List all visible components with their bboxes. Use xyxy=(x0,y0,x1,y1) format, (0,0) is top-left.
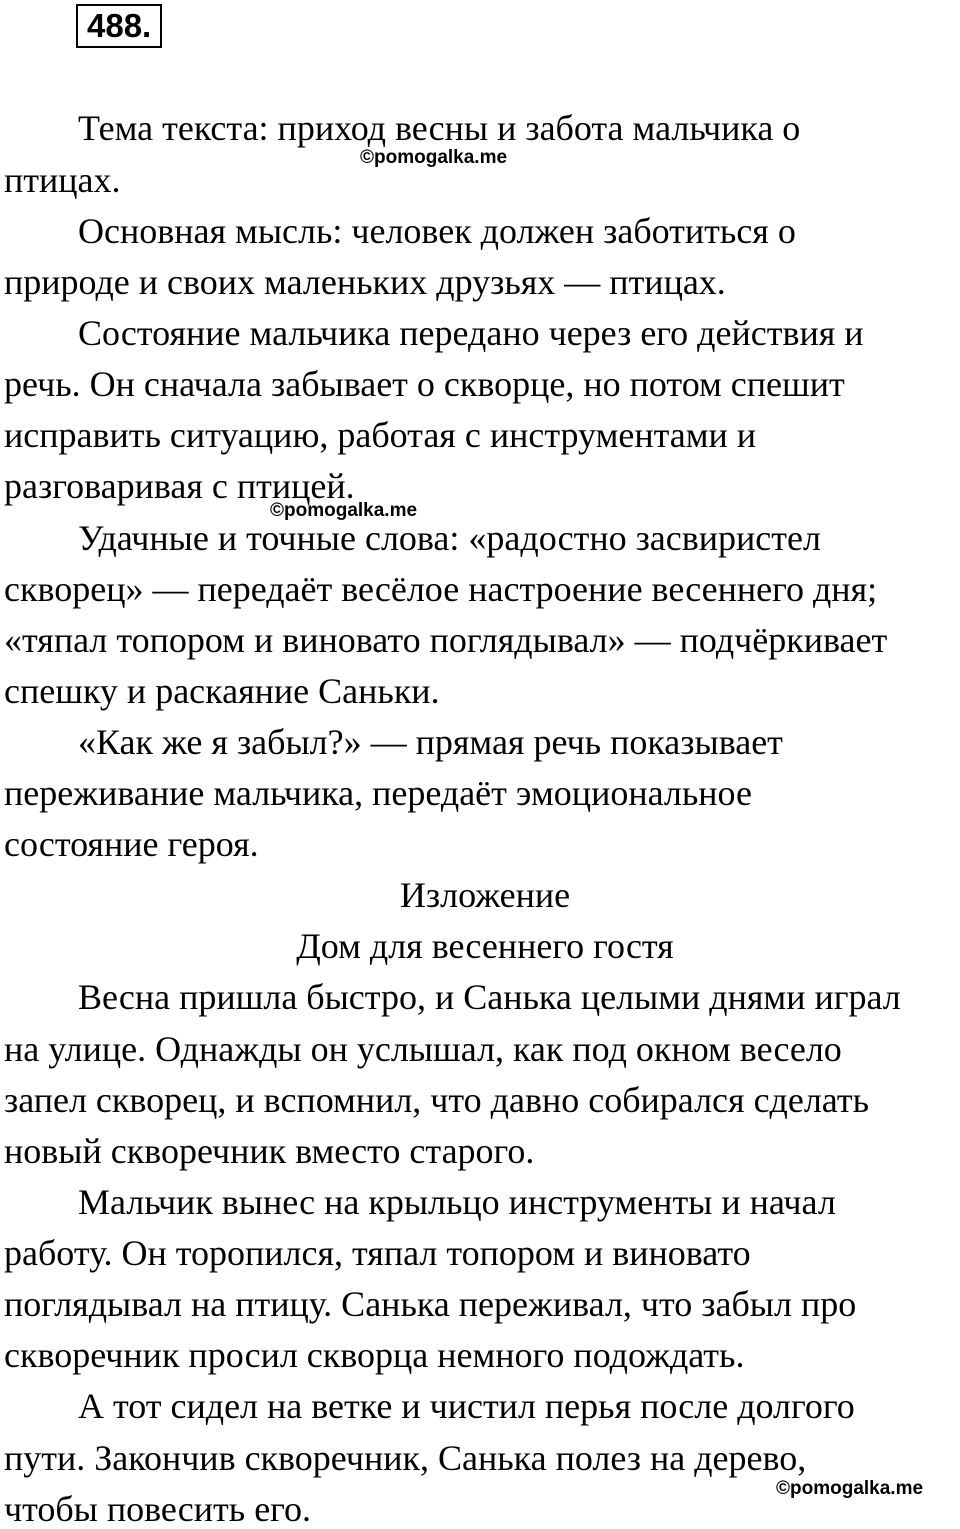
text-line: Мальчик вынес на крыльцо инструменты и начал xyxy=(78,1182,836,1222)
text-line: Основная мысль: человек должен заботиться о xyxy=(78,211,796,251)
text-line: А тот сидел на ветке и чистил перья после долгого xyxy=(78,1386,855,1426)
text-line: спешку и раскаяние Саньки. xyxy=(4,671,440,711)
text-line: на улице. Однажды он услышал, как под окном весело xyxy=(4,1029,842,1069)
watermark: ©pomogalka.me xyxy=(360,147,508,168)
text-line: разговаривая с птицей. xyxy=(4,466,355,506)
text-line: скворец» — передаёт весёлое настроение весеннего дня; xyxy=(4,569,878,609)
text-line: поглядывал на птицу. Санька переживал, что забыл про xyxy=(4,1284,857,1324)
text-line: Весна пришла быстро, и Санька целыми днями играл xyxy=(78,977,901,1017)
text-line: Тема текста: приход весны и забота мальчика о xyxy=(78,108,801,148)
section-title: Изложение xyxy=(399,875,571,915)
text-line: скворечник просил скворца немного подождать. xyxy=(4,1335,745,1375)
text-line: запел скворец, и вспомнил, что давно собирался сделать xyxy=(4,1080,870,1120)
text-line: природе и своих маленьких друзьях — птицах. xyxy=(4,262,726,302)
text-line: состояние героя. xyxy=(4,824,259,864)
watermark: ©pomogalka.me xyxy=(776,1478,924,1499)
text-line: птицах. xyxy=(4,160,121,200)
text-line: Состояние мальчика передано через его действия и xyxy=(78,313,864,353)
exercise-number: 488. xyxy=(76,4,162,48)
watermark: ©pomogalka.me xyxy=(270,500,418,521)
text-line: исправить ситуацию, работая с инструментами и xyxy=(4,415,757,455)
text-line: новый скворечник вместо старого. xyxy=(4,1131,535,1171)
text-line: «Как же я забыл?» — прямая речь показывает xyxy=(78,722,783,762)
text-line: переживание мальчика, передаёт эмоциональное xyxy=(4,773,752,813)
text-line: Удачные и точные слова: «радостно засвиристел xyxy=(78,518,821,558)
text-line: пути. Закончив скворечник, Санька полез на дерево, xyxy=(4,1438,807,1478)
text-line: работу. Он торопился, тяпал топором и виновато xyxy=(4,1233,751,1273)
text-line: чтобы повесить его. xyxy=(4,1489,312,1529)
essay-title: Дом для весеннего гостя xyxy=(296,926,674,966)
text-line: речь. Он сначала забывает о скворце, но потом спешит xyxy=(4,364,845,404)
text-line: «тяпал топором и виновато поглядывал» — подчёркивает xyxy=(4,620,888,660)
